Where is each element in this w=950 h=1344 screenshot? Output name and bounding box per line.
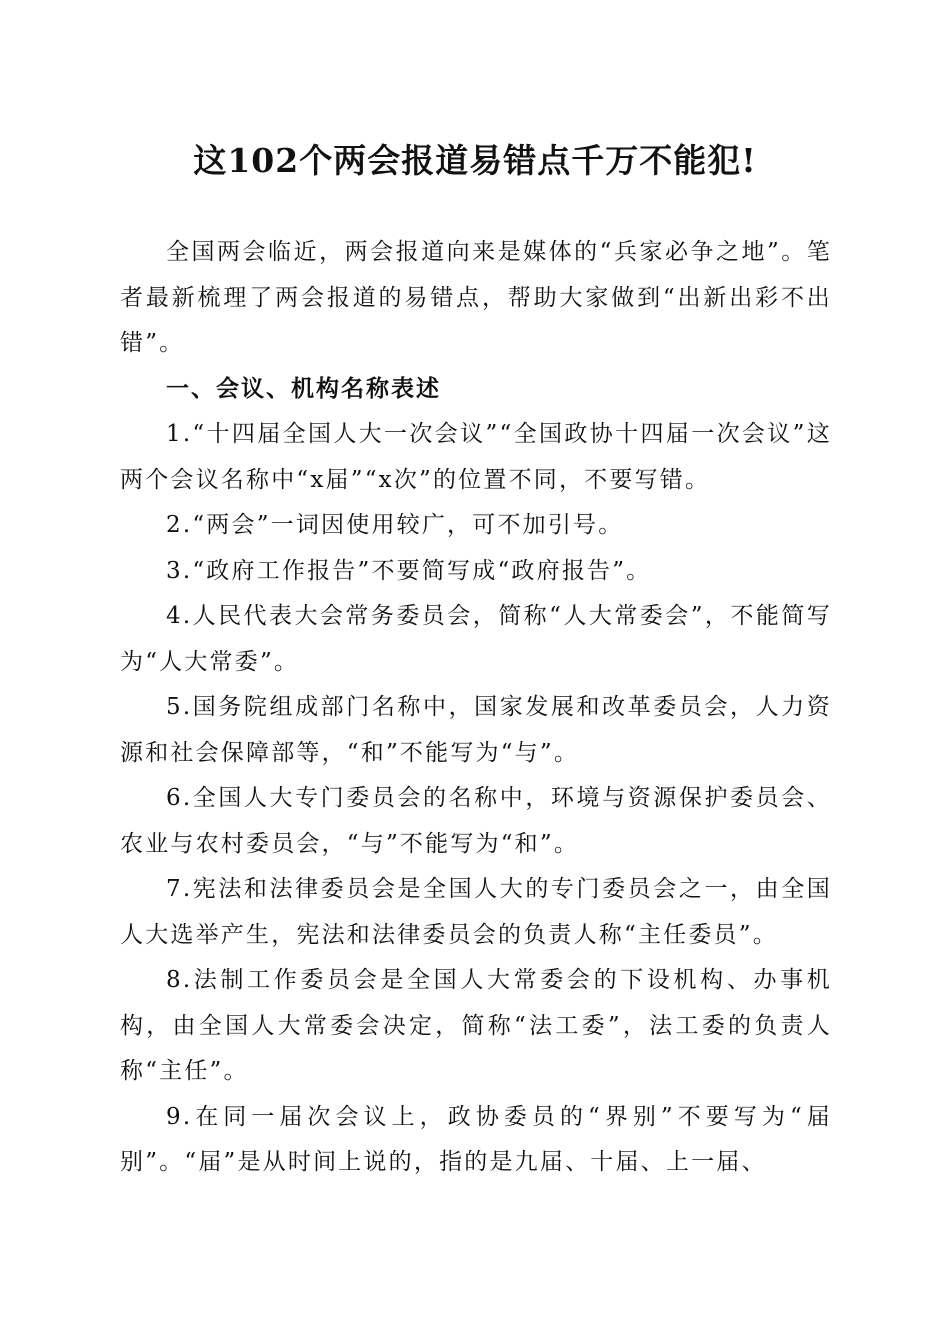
list-item: 8.法制工作委员会是全国人大常委会的下设机构、办事机构，由全国人大常委会决定，简称“法工委”，法工委的负责人称“主任”。 xyxy=(120,967,832,1084)
list-item: 3.“政府工作报告”不要简写成“政府报告”。 xyxy=(166,557,652,584)
document-title: 这102个两会报道易错点千万不能犯! xyxy=(193,141,757,180)
section-heading: 一、会议、机构名称表述 xyxy=(166,375,441,402)
list-item: 5.国务院组成部门名称中，国家发展和改革委员会，人力资源和社会保障部等，“和”不能写为“与”。 xyxy=(120,694,832,766)
document-body xyxy=(120,230,832,1186)
list-item: 4.人民代表大会常务委员会，简称“人大常委会”，不能简写为“人大常委”。 xyxy=(120,603,832,675)
list-item: 1.“十四届全国人大一次会议”“全国政协十四届一次会议”这两个会议名称中“x届”“x次”的位置不同，不要写错。 xyxy=(120,421,832,493)
list-item: 2.“两会”一词因使用较广，可不加引号。 xyxy=(166,512,624,538)
list-item: 9.在同一届次会议上，政协委员的“界别”不要写为“届别”。“届”是从时间上说的，指的是九届、十届、上一届、 xyxy=(120,1103,832,1175)
list-item: 6.全国人大专门委员会的名称中，环境与资源保护委员会、农业与农村委员会，“与”不能写为“和”。 xyxy=(120,785,832,857)
list-item: 7.宪法和法律委员会是全国人大的专门委员会之一，由全国人大选举产生，宪法和法律委员会的负责人称“主任委员”。 xyxy=(120,876,832,948)
intro-paragraph: 全国两会临近，两会报道向来是媒体的“兵家必争之地”。笔者最新梳理了两会报道的易错点，帮助大家做到“出新出彩不出错”。 xyxy=(120,239,832,356)
